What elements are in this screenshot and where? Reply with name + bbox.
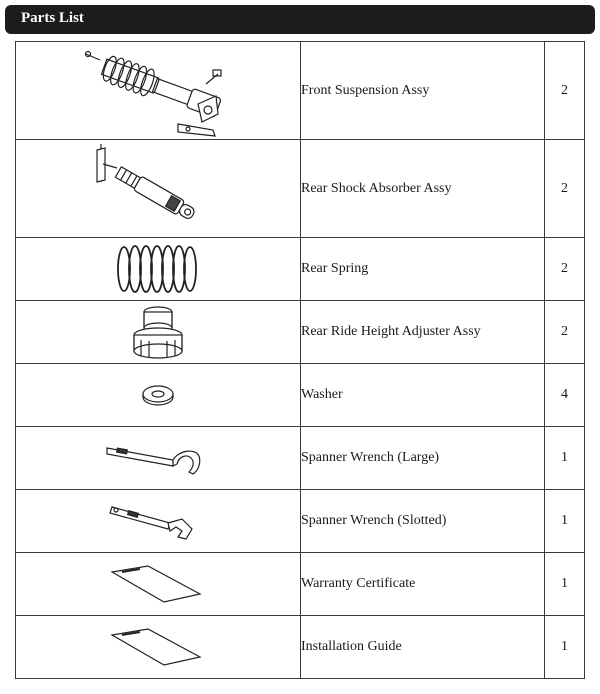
part-qty: 1	[545, 553, 585, 616]
part-image-cell	[16, 616, 301, 679]
part-qty: 2	[545, 301, 585, 364]
part-image-cell	[16, 427, 301, 490]
table-row	[16, 301, 585, 364]
part-name: Washer	[301, 364, 545, 427]
part-qty: 1	[545, 427, 585, 490]
part-qty: 2	[545, 238, 585, 301]
part-name: Rear Shock Absorber Assy	[301, 140, 545, 238]
table-row	[16, 42, 585, 140]
table-row	[16, 364, 585, 427]
table-row	[16, 553, 585, 616]
part-qty: 1	[545, 616, 585, 679]
table-row	[16, 140, 585, 238]
part-name: Installation Guide	[301, 616, 545, 679]
part-name: Front Suspension Assy	[301, 42, 545, 140]
part-name: Rear Ride Height Adjuster Assy	[301, 301, 545, 364]
front-suspension-icon	[78, 44, 238, 138]
part-qty: 1	[545, 490, 585, 553]
part-image-cell	[16, 490, 301, 553]
part-image-cell	[16, 238, 301, 301]
table-row	[16, 238, 585, 301]
ride-height-adjuster-icon	[123, 302, 193, 362]
part-image-cell	[16, 140, 301, 238]
part-image-cell	[16, 42, 301, 140]
part-name: Spanner Wrench (Large)	[301, 427, 545, 490]
rear-shock-absorber-icon	[93, 142, 223, 236]
part-image-cell	[16, 364, 301, 427]
table-row	[16, 616, 585, 679]
part-name: Rear Spring	[301, 238, 545, 301]
part-qty: 4	[545, 364, 585, 427]
part-image-cell	[16, 553, 301, 616]
part-image-cell	[16, 301, 301, 364]
spring-icon	[108, 240, 208, 298]
slotted-spanner-wrench-icon	[108, 499, 208, 543]
table-row	[16, 427, 585, 490]
part-name: Warranty Certificate	[301, 553, 545, 616]
parts-table	[15, 41, 585, 679]
certificate-card-icon	[108, 564, 208, 604]
table-row	[16, 490, 585, 553]
part-name: Spanner Wrench (Slotted)	[301, 490, 545, 553]
spanner-wrench-icon	[103, 438, 213, 478]
part-qty: 2	[545, 140, 585, 238]
washer-icon	[138, 380, 178, 410]
header-title: Parts List	[21, 10, 84, 26]
part-qty: 2	[545, 42, 585, 140]
guide-card-icon	[108, 627, 208, 667]
parts-list-header	[5, 5, 595, 34]
